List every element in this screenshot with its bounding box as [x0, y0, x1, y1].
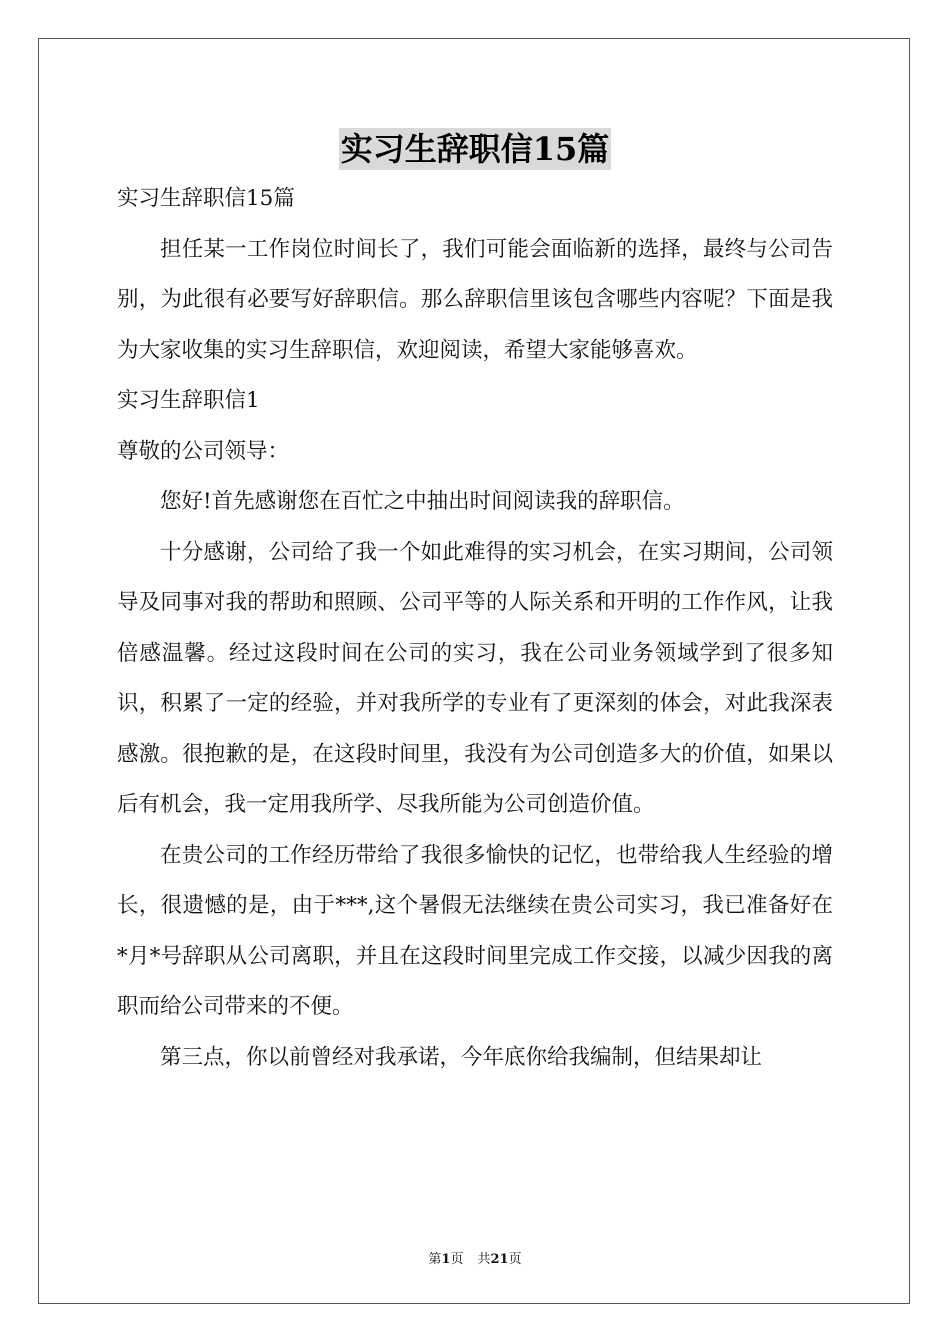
- title-wrap: [0, 128, 950, 170]
- footer-total-suffix: 页: [508, 1252, 522, 1267]
- paragraph-third-point: 第三点，你以前曾经对我承诺，今年底你给我编制，但结果却让: [160, 1044, 763, 1070]
- paragraph-intro: 担任某一工作岗位时间长了，我们可能会面临新的选择，最终与公司告别，为此很有必要写好辞职信。那么辞职信里该包含哪些内容呢？下面是我为大家收集的实习生辞职信，欢迎阅读，希望大家能够喜欢。: [117, 236, 833, 363]
- footer-total-pages: 21: [490, 1252, 509, 1267]
- salutation: 尊敬的公司领导：: [117, 438, 290, 464]
- footer-page-prefix: 第: [428, 1252, 442, 1267]
- document-body: [117, 174, 833, 1083]
- paragraph-thanks: 十分感谢，公司给了我一个如此难得的实习机会，在实习期间，公司领导及同事对我的帮助和照顾、公司平等的人际关系和开明的工作作风，让我倍感温馨。经过这段时间在公司的实习，我在公司业务领域学到了很多知识，积累了一定的经验，并对我所学的专业有了更深刻的体会，对此我深表感激。很抱歉的是，在这段时间里，我没有为公司创造多大的价值，如果以后有机会，我一定用我所学、尽我所能为公司创造价值。: [117, 539, 833, 817]
- paragraph-reason: 在贵公司的工作经历带给了我很多愉快的记忆，也带给我人生经验的增长，很遗憾的是，由于***,这个暑假无法继续在贵公司实习，我已准备好在*月*号辞职从公司离职，并且在这段时间里完成工作交接，以减少因我的离职而给公司带来的不便。: [117, 842, 833, 1019]
- footer-page-suffix: 页: [450, 1252, 464, 1267]
- paragraph-subtitle: 实习生辞职信15篇: [117, 186, 295, 211]
- footer-total-prefix: 共: [477, 1252, 491, 1267]
- paragraph-greeting: 您好!首先感谢您在百忙之中抽出时间阅读我的辞职信。: [160, 489, 685, 514]
- document-title: 实习生辞职信15篇: [340, 130, 610, 168]
- footer-page-number: 1: [441, 1252, 451, 1267]
- page-footer: [0, 1248, 950, 1267]
- section-heading: 实习生辞职信1: [117, 388, 260, 413]
